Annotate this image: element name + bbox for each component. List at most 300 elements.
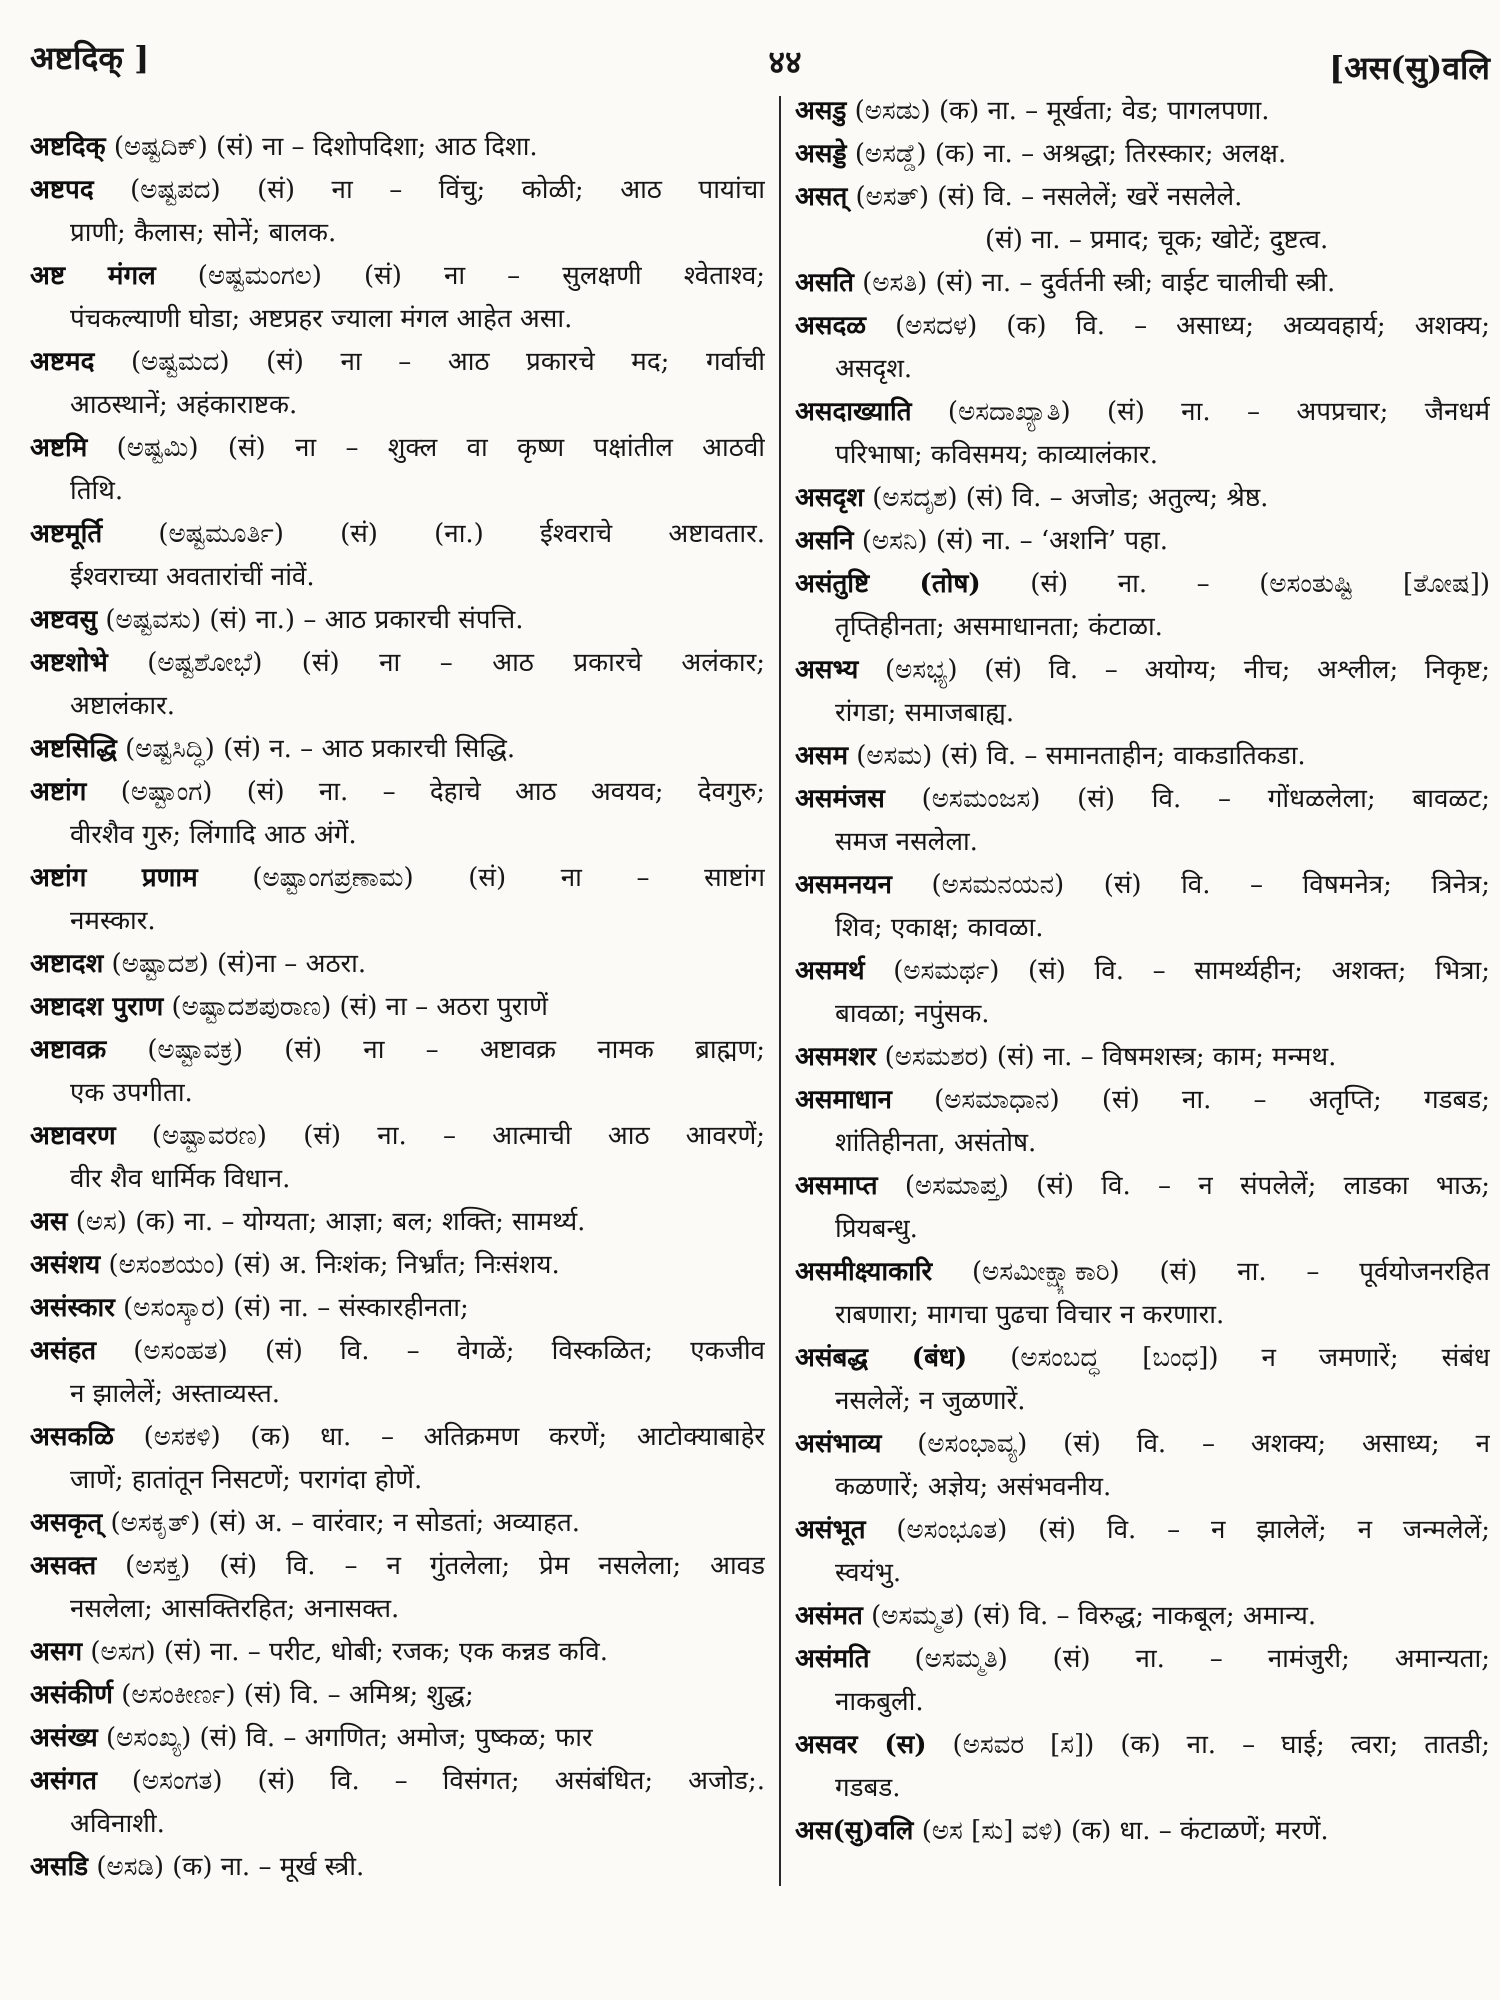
headword: असकळि [30, 1422, 114, 1452]
headword: असंशय [30, 1250, 101, 1280]
kannada-transliteration: (ಅಸಗ) [90, 1637, 156, 1667]
kannada-transliteration: (ಅಸದಳ) [895, 311, 978, 341]
grammar-label: (सं) वि. – [1028, 956, 1166, 986]
grammar-label: (सं) अ. [233, 1250, 308, 1280]
entry-first-line [30, 771, 765, 814]
definition-text: मूर्ख स्त्री. [279, 1852, 365, 1882]
kannada-transliteration: (ಅಷ್ಟಾವರಣ) [151, 1121, 267, 1151]
dictionary-entry [30, 1502, 765, 1545]
dictionary-entry [30, 513, 765, 599]
headword: असदाख्याति [795, 397, 912, 427]
entry-first-line [30, 126, 765, 169]
grammar-label: (क) ना. – [934, 139, 1035, 169]
grammar-label: (सं) वि. – [984, 655, 1118, 685]
grammar-label: (क) ना. – [172, 1852, 272, 1882]
entry-continuation-line: अष्टालंकार. [70, 691, 176, 721]
grammar-label: (क) धा. – [250, 1422, 394, 1452]
entry-first-line [30, 513, 765, 556]
kannada-transliteration: (ಅಸಡ್ಡೆ) [854, 139, 927, 169]
kannada-transliteration: (ಅಸಮಂಜಸ) [921, 784, 1041, 814]
definition-text: योग्यता; आज्ञा; बल; शक्ति; सामर्थ्य. [242, 1207, 586, 1237]
headword: असंतुष्टि (तोष) [795, 569, 981, 599]
entry-first-line [795, 1509, 1490, 1552]
kannada-transliteration: (ಅಷ್ಟಾವಕ್ರ) [147, 1035, 244, 1065]
grammar-label: (सं) ना. – [1101, 1085, 1267, 1115]
entry-first-line [30, 1029, 765, 1072]
entry-first-line [795, 1079, 1490, 1122]
definition-text: शुक्ल वा कृष्ण पक्षांतील आठवी [387, 433, 765, 463]
headword: असमर्थ [795, 956, 865, 986]
definition-text: सामर्थ्यहीन; अशक्त; भित्रा; [1194, 956, 1490, 986]
entry-continuation-line: बावळा; नपुंसक. [835, 999, 990, 1029]
dictionary-entry [30, 857, 765, 943]
kannada-transliteration: (ಅಸಮ್ಮತ) [871, 1601, 965, 1631]
kannada-transliteration: (ಅಷ್ಟವಸು) [105, 605, 202, 635]
dictionary-entry [795, 305, 1490, 391]
definition-text: विंचु; कोळी; आठ पायांचा [438, 175, 765, 205]
dictionary-entry [795, 1509, 1490, 1595]
entry-continuation-line: जाणें; हातांतून निसटणें; परागंदा होणें. [70, 1465, 423, 1495]
dictionary-entry [795, 735, 1490, 778]
entry-first-line [795, 950, 1490, 993]
entry-continuation-line: ईश्वराच्या अवतारांचीं नांवें. [70, 562, 315, 592]
kannada-transliteration: (ಅಸಮ) [856, 741, 933, 771]
headword: असमाप्त [795, 1171, 878, 1201]
entry-continuation-line: शांतिहीनता, असंतोष. [835, 1128, 1037, 1158]
dictionary-entry [795, 90, 1490, 133]
entry-first-line [795, 520, 1490, 563]
grammar-label: (सं) ना – [301, 648, 453, 678]
dictionary-entry [30, 986, 765, 1029]
definition-text: विषमनेत्र; त्रिनेत्र; [1302, 870, 1490, 900]
entry-continuation-line: नसलेला; आसक्तिरहित; अनासक्त. [70, 1594, 400, 1624]
definition-text: परीट, धोबी; रजक; एक कन्नड कवि. [269, 1637, 609, 1667]
entry-continuation-line: नमस्कार. [70, 906, 156, 936]
entry-first-line [30, 642, 765, 685]
grammar-label: (सं) ना – [339, 992, 429, 1022]
headword: असति [795, 268, 854, 298]
grammar-label: (सं) ना. – [246, 777, 396, 807]
kannada-transliteration: (ಅಸಮರ್ಥ) [893, 956, 1000, 986]
right-column [795, 90, 1490, 1853]
kannada-transliteration: (ಅಸಕೃತ್) [110, 1508, 201, 1538]
entry-first-line [795, 1337, 1490, 1380]
definition-text: नसलेलें; खरें नसलेले. [1042, 182, 1243, 212]
dictionary-entry [30, 1416, 765, 1502]
definition-text: मूर्खता; वेड; पागलपणा. [1046, 96, 1270, 126]
kannada-transliteration: (ಅಸಮೀಕ್ಷ್ಯಾಕಾರಿ) [972, 1257, 1120, 1287]
dictionary-entry [795, 1036, 1490, 1079]
headword: असडि [30, 1852, 89, 1882]
entry-continuation-line: कळणारें; अज्ञेय; असंभवनीय. [835, 1472, 1112, 1502]
headword: अष्टमि [30, 433, 88, 463]
grammar-label: (सं) वि. – [243, 1680, 341, 1710]
kannada-transliteration: (ಅಷ್ಟಾದಶ) [111, 949, 209, 979]
grammar-label: (सं) वि. – [1036, 1171, 1171, 1201]
grammar-label: (सं) ना – [227, 433, 359, 463]
entry-continuation-line: राबणारा; मागचा पुढचा विचार न करणारा. [835, 1300, 1225, 1330]
page-header [30, 30, 1490, 94]
headword: असडु [795, 96, 847, 126]
entry-first-line [30, 1631, 765, 1674]
headword: अष्टपद [30, 175, 94, 205]
kannada-transliteration: (ಅಷ್ಟಾಂಗ) [120, 777, 213, 807]
grammar-label: (सं) ना. – [233, 1293, 331, 1323]
headword: असंस्कार [30, 1293, 115, 1323]
definition-text: आठ प्रकारची संपत्ति. [324, 605, 524, 635]
kannada-transliteration: (ಅಸಂಭಾವ್ಯ) [917, 1429, 1028, 1459]
page-number: ४४ [768, 43, 802, 81]
entry-continuation-line: शिव; एकाक्ष; कावळा. [835, 913, 1044, 943]
definition-text: अश्रद्धा; तिरस्कार; अलक्ष. [1042, 139, 1287, 169]
entry-first-line [30, 857, 765, 900]
headword: अष्टांग प्रणाम [30, 863, 198, 893]
entry-sub-sense [795, 219, 1490, 262]
header-catchword-right: [अस(सु)वलि [1329, 49, 1490, 87]
entry-first-line [795, 1595, 1490, 1638]
entry-first-line [30, 1287, 765, 1330]
headword: असंभूत [795, 1515, 866, 1545]
entry-continuation-line: असदृश. [835, 354, 913, 384]
definition-text: वेगळें; विस्कळित; एकजीव [456, 1336, 765, 1366]
entry-first-line [30, 1674, 765, 1717]
entry-first-line [30, 1545, 765, 1588]
headword: अष्टमूर्ति [30, 519, 103, 549]
dictionary-entry [795, 1595, 1490, 1638]
headword: असंभाव्य [795, 1429, 882, 1459]
definition-text: ‘अशनि’ पहा. [1040, 526, 1168, 556]
kannada-transliteration: (ಅಸಕಳಿ) [143, 1422, 221, 1452]
header-catchword-left: अष्टदिक् ] [30, 39, 150, 77]
entry-first-line [30, 1244, 765, 1287]
grammar-label: (सं) ना. – [1030, 569, 1210, 599]
dictionary-entry [795, 563, 1490, 649]
kannada-transliteration: (ಅಸಂಭೂತ) [896, 1515, 1008, 1545]
kannada-transliteration: (ಅಸಮಾಪ್ತ) [904, 1171, 1009, 1201]
headword: अष्टावरण [30, 1121, 116, 1151]
headword: असग [30, 1637, 83, 1667]
kannada-transliteration: (ಅಸಂಸ್ಕಾರ) [123, 1293, 226, 1323]
entry-first-line [30, 169, 765, 212]
dictionary-entry [30, 1631, 765, 1674]
grammar-label: (सं) ना. – [935, 268, 1033, 298]
dictionary-entry [30, 1674, 765, 1717]
entry-continuation-line: प्रियबन्धु. [835, 1214, 918, 1244]
grammar-label: (सं) न. – [223, 734, 314, 764]
dictionary-entry [795, 176, 1490, 262]
grammar-label: (सं) वि. – [265, 1336, 420, 1366]
grammar-label: (सं) ना – [364, 261, 521, 291]
grammar-label: (क) ना. – [1120, 1730, 1256, 1760]
dictionary-entry [795, 1638, 1490, 1724]
definition-text: पूर्वयोजनरहित [1359, 1257, 1490, 1287]
entry-continuation-line: स्वयंभु. [835, 1558, 902, 1588]
entry-first-line [30, 427, 765, 470]
entry-continuation-line: पंचकल्याणी घोडा; अष्टप्रहर ज्याला मंगल आहेत असा. [70, 304, 573, 334]
headword: अष्ट मंगल [30, 261, 156, 291]
dictionary-entry [30, 427, 765, 513]
grammar-label: (सं) ना. – [985, 225, 1082, 255]
dictionary-entry [30, 599, 765, 642]
dictionary-entry [795, 778, 1490, 864]
headword: असंहत [30, 1336, 97, 1366]
headword: अष्टशोभे [30, 648, 108, 678]
entry-first-line [795, 563, 1490, 606]
entry-first-line [795, 90, 1490, 133]
definition-text: ईश्वराचे अष्टावतार. [540, 519, 765, 549]
entry-continuation-line: तिथि. [70, 476, 124, 506]
entry-continuation-line: एक उपगीता. [70, 1078, 193, 1108]
headword: अष्टवसु [30, 605, 98, 635]
dictionary-entry [30, 169, 765, 255]
grammar-label: (सं) वि. – [219, 1551, 358, 1581]
kannada-transliteration: (ಅಷ್ಟಪದ) [130, 175, 221, 205]
definition-text: दिशोपदिशा; आठ दिशा. [312, 132, 538, 162]
headword: असक्त [30, 1551, 97, 1581]
dictionary-entry [30, 1029, 765, 1115]
entry-continuation-line: प्राणी; कैलास; सोनें; बालक. [70, 218, 337, 248]
definition-text: सुलक्षणी श्वेताश्व; [562, 261, 765, 291]
grammar-label: (सं)ना – [217, 949, 298, 979]
dictionary-entry [795, 864, 1490, 950]
entry-first-line [795, 735, 1490, 778]
grammar-label: (क) धा. – [1070, 1816, 1172, 1846]
dictionary-entry [30, 1717, 765, 1760]
definition-text: विषमशस्त्र; काम; मन्मथ. [1101, 1042, 1337, 1072]
kannada-transliteration: (ಅಸಂಗತ) [131, 1766, 223, 1796]
entry-first-line [795, 1165, 1490, 1208]
dictionary-entry [795, 1165, 1490, 1251]
definition-text: अपप्रचार; जैनधर्म [1296, 397, 1490, 427]
entry-first-line [795, 1724, 1490, 1767]
grammar-label: (सं) वि. – [940, 741, 1038, 771]
dictionary-entry [30, 943, 765, 986]
kannada-transliteration: (ಅಸಡಿ) [96, 1852, 164, 1882]
grammar-label: (सं) वि. – [937, 182, 1035, 212]
dictionary-entry [795, 1251, 1490, 1337]
definition-text: न गुंतलेला; प्रेम नसलेला; आवड [386, 1551, 765, 1581]
dictionary-entry [30, 642, 765, 728]
entry-first-line [795, 176, 1490, 219]
dictionary-entry [795, 1810, 1490, 1853]
headword: असदळ [795, 311, 867, 341]
kannada-transliteration: (ಅಸತಿ) [862, 268, 928, 298]
headword: अष्टावक्र [30, 1035, 107, 1065]
kannada-transliteration: (ಅಸತ್) [855, 182, 929, 212]
headword: असनि [795, 526, 854, 556]
kannada-transliteration: (ಅಸಭ್ಯ) [884, 655, 958, 685]
headword: असमंजस [795, 784, 885, 814]
definition-text: देहाचे आठ अवयव; देवगुरु; [429, 777, 765, 807]
definition-text: अशक्य; असाध्य; न [1250, 1429, 1490, 1459]
grammar-label: (सं) वि. – [199, 1723, 297, 1753]
entry-first-line [30, 943, 765, 986]
dictionary-entry [795, 262, 1490, 305]
definition-text: गोंधळलेला; बावळट; [1267, 784, 1490, 814]
entry-continuation-line: आठस्थानें; अहंकाराष्टक. [70, 390, 298, 420]
dictionary-entry [30, 1287, 765, 1330]
definition-text: (ಅಸಂತುಷ್ಟಿ [ತೋಷ]) [1259, 569, 1490, 599]
definition-text: विरुद्ध; नाकबूल; अमान्य. [1077, 1601, 1317, 1631]
grammar-label: (सं) ना. – [163, 1637, 261, 1667]
kannada-transliteration: (ಅಸ) [75, 1207, 127, 1237]
entry-continuation-line: समज नसलेला. [835, 827, 978, 857]
kannada-transliteration: (ಅಸಂಶಯಂ) [108, 1250, 225, 1280]
dictionary-entry [795, 1079, 1490, 1165]
dictionary-entry [30, 771, 765, 857]
entry-first-line [30, 1717, 765, 1760]
grammar-label: (सं) ना. – [996, 1042, 1094, 1072]
definition-text: प्रमाद; चूक; खोटें; दुष्टत्व. [1090, 225, 1329, 255]
definition-text: निःशंक; निर्भ्रांत; निःसंशय. [315, 1250, 560, 1280]
kannada-transliteration: (ಅಷ್ಟದಿಕ್) [113, 132, 208, 162]
grammar-label: (सं) ना.) – [209, 605, 317, 635]
kannada-transliteration: (ಅಸಮಶರ) [884, 1042, 989, 1072]
grammar-label: (सं) ना. – [1052, 1644, 1223, 1674]
definition-text: अतृप्ति; गडबड; [1308, 1085, 1490, 1115]
dictionary-entry [795, 520, 1490, 563]
headword: अष्टसिद्धि [30, 734, 117, 764]
headword: असवर (स) [795, 1730, 927, 1760]
headword: असंकीर्ण [30, 1680, 113, 1710]
dictionary-entry [30, 1244, 765, 1287]
headword: असड्डे [795, 139, 847, 169]
kannada-transliteration: (ಅಸಂಕೀರ್ಣ) [121, 1680, 236, 1710]
definition-text: साष्टांग [704, 863, 765, 893]
kannada-transliteration: (ಅಸಕ್ತ) [125, 1551, 191, 1581]
definition-text: आठ प्रकारची सिद्धि. [321, 734, 516, 764]
entry-first-line [30, 1201, 765, 1244]
entry-continuation-line: नसलेलें; न जुळणारें. [835, 1386, 1026, 1416]
grammar-label: (क) वि. – [1006, 311, 1148, 341]
headword: अष्टमद [30, 347, 95, 377]
dictionary-entry [30, 1330, 765, 1416]
kannada-transliteration: (ಅಸಮ್ಮತಿ) [914, 1644, 1008, 1674]
kannada-transliteration: (ಅಸಮಾಧಾನ) [934, 1085, 1060, 1115]
definition-text: आत्माची आठ आवरणें; [492, 1121, 765, 1151]
headword: असमीक्ष्याकारि [795, 1257, 933, 1287]
definition-text: न झालेलें; न जन्मलेलें; [1211, 1515, 1490, 1545]
dictionary-entry [30, 1846, 765, 1889]
kannada-transliteration: (ಅಷ್ಟಾಂಗಪ್ರಣಾಮ) [252, 863, 414, 893]
kannada-transliteration: (ಅಷ್ಟಸಿದ್ಧಿ) [125, 734, 215, 764]
grammar-label: (सं) ना – [266, 347, 412, 377]
kannada-transliteration: (ಅಸಂಖ್ಯ) [106, 1723, 192, 1753]
kannada-transliteration: (ಅಸದೃಶ) [872, 483, 958, 513]
kannada-transliteration: (ಅಷ್ಟಮಿ) [116, 433, 199, 463]
definition-text: असाध्य; अव्यवहार्य; अशक्य; [1176, 311, 1490, 341]
entry-first-line [795, 864, 1490, 907]
dictionary-entry [30, 341, 765, 427]
headword: अस(सु)वलि [795, 1816, 914, 1846]
definition-text: समानताहीन; वाकडातिकडा. [1045, 741, 1306, 771]
definition-text: विसंगत; असंबंधित; अजोड;. [442, 1766, 765, 1796]
entry-continuation-line: गडबड. [835, 1773, 901, 1803]
kannada-transliteration: (ಅಷ್ಟಾದಶಪುರಾಣ) [171, 992, 332, 1022]
entry-first-line [795, 477, 1490, 520]
headword: असत् [795, 182, 848, 212]
entry-first-line [30, 1502, 765, 1545]
entry-first-line [795, 305, 1490, 348]
grammar-label: (सं) (ना.) [340, 519, 484, 549]
headword: असकृत् [30, 1508, 103, 1538]
entry-first-line [30, 1416, 765, 1459]
entry-first-line [30, 1760, 765, 1803]
headword: असमनयन [795, 870, 892, 900]
grammar-label: (सं) वि. – [1103, 870, 1264, 900]
kannada-transliteration: (ಅಷ್ಟಮಂಗಲ) [197, 261, 322, 291]
headword: असम [795, 741, 848, 771]
definition-text: अठरा पुराणें [436, 992, 548, 1022]
entry-continuation-line: न झालेलें; अस्ताव्यस्त. [70, 1379, 281, 1409]
kannada-transliteration: (ಅಸಡು) [854, 96, 931, 126]
grammar-label: (सं) वि. – [257, 1766, 408, 1796]
entry-first-line [795, 1251, 1490, 1294]
kannada-transliteration: (ಅಸಮನಯನ) [931, 870, 1065, 900]
definition-text: नामंजुरी; अमान्यता; [1267, 1644, 1490, 1674]
headword: असंख्य [30, 1723, 98, 1753]
grammar-label: (सं) अ. – [208, 1508, 305, 1538]
entry-first-line [30, 1846, 765, 1889]
headword: अष्टांग [30, 777, 87, 807]
entry-first-line [30, 599, 765, 642]
entry-continuation-line: परिभाषा; कविसमय; काव्यालंकार. [835, 440, 1158, 470]
entry-first-line [795, 1810, 1490, 1853]
grammar-label: (सं) ना – [468, 863, 650, 893]
definition-text: अष्टावक्र नामक ब्राह्मण; [479, 1035, 765, 1065]
entry-continuation-line: वीरशैव गुरु; लिंगादि आठ अंगें. [70, 820, 357, 850]
definition-text: संस्कारहीनता; [338, 1293, 469, 1323]
headword: असभ्य [795, 655, 859, 685]
entry-continuation-line: वीर शैव धार्मिक विधान. [70, 1164, 291, 1194]
headword: असंमति [795, 1644, 870, 1674]
grammar-label: (सं) ना – [284, 1035, 439, 1065]
headword: असमशर [795, 1042, 877, 1072]
grammar-label: (सं) ना – [216, 132, 305, 162]
grammar-label: (सं) ना – [257, 175, 403, 205]
entry-first-line [795, 1423, 1490, 1466]
definition-text: आठ प्रकारचे मद; गर्वाची [447, 347, 765, 377]
entry-first-line [795, 1036, 1490, 1079]
definition-text: घाई; त्वरा; तातडी; [1281, 1730, 1490, 1760]
grammar-label: (सं) वि. – [1038, 1515, 1181, 1545]
grammar-label: (सं) ना. – [935, 526, 1033, 556]
headword: अष्टादश पुराण [30, 992, 164, 1022]
entry-first-line [795, 391, 1490, 434]
grammar-label: (सं) ना. – [303, 1121, 456, 1151]
headword: असमाधान [795, 1085, 892, 1115]
headword: असंबद्ध (बंध) [795, 1343, 968, 1373]
entry-continuation-line: रांगडा; समाजबाह्य. [835, 698, 1015, 728]
dictionary-entry [795, 391, 1490, 477]
definition-text: अठरा. [305, 949, 367, 979]
headword: असदृश [795, 483, 864, 513]
definition-text: न संपलेलें; लाडका भाऊ; [1198, 1171, 1490, 1201]
dictionary-entry [795, 1337, 1490, 1423]
entry-first-line [795, 778, 1490, 821]
column-divider [779, 96, 781, 1886]
kannada-transliteration: (ಅಸನಿ) [861, 526, 928, 556]
grammar-label: (क) ना. – [938, 96, 1039, 126]
kannada-transliteration: (ಅಷ್ಟಮದ) [130, 347, 230, 377]
headword: अष्टादश [30, 949, 104, 979]
definition-text: आठ प्रकारचे अलंकार; [492, 648, 765, 678]
entry-first-line [30, 341, 765, 384]
entry-continuation-line: तृप्तिहीनता; असमाधानता; कंटाळा. [835, 612, 1163, 642]
definition-text: दुर्वर्तनी स्त्री; वाईट चालीची स्त्री. [1040, 268, 1336, 298]
dictionary-entry [795, 1423, 1490, 1509]
headword: अस [30, 1207, 68, 1237]
